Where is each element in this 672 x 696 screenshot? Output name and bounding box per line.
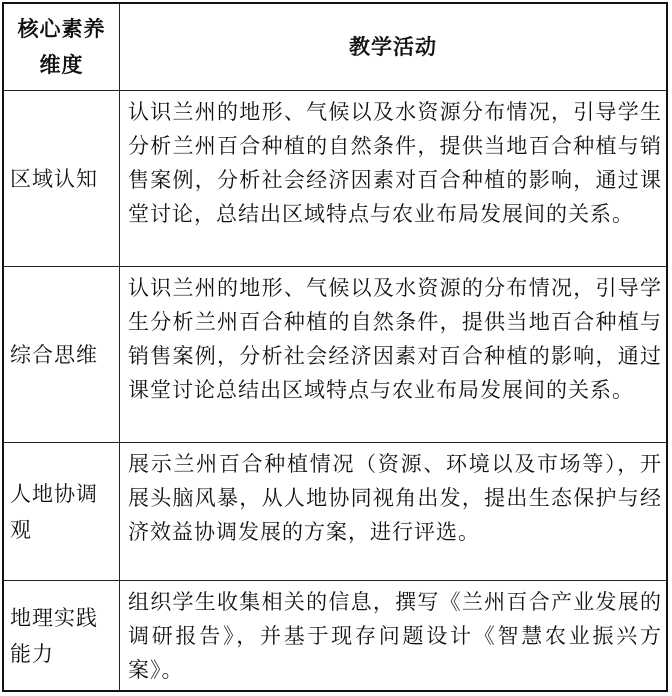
activity-text: 认识兰州的地形、气候以及水资源的分布情况，引导学生分析兰州百合种植的自然条件，提供当地百合种植与销售案例，分析社会经济因素对百合种植的影响，通过课堂讨论总结出区域特点与农业布局发展间的关系。 — [128, 276, 662, 402]
activity-text: 展示兰州百合种植情况（资源、环境以及市场等），开展头脑风暴，从人地协同视角出发，提出生态保护与经济效益协调发展的方案，进行评选。 — [128, 452, 662, 544]
header-activity-label: 教学活动 — [349, 35, 437, 59]
activity-text: 组织学生收集相关的信息，撰写《兰州百合产业发展的调研报告》，并基于现存问题设计《智慧农业振兴方案》。 — [128, 590, 662, 682]
dimension-label: 地理实践能力 — [10, 605, 98, 666]
header-cell-activity — [120, 4, 666, 90]
activity-cell — [120, 91, 666, 266]
dimension-cell — [4, 443, 120, 580]
dimension-label: 区域认知 — [10, 166, 98, 191]
activity-cell — [120, 581, 666, 690]
dimension-cell — [4, 581, 120, 690]
table-row — [4, 580, 666, 690]
table-row — [4, 90, 666, 266]
dimension-cell — [4, 91, 120, 266]
core-literacy-table — [2, 2, 668, 692]
header-cell-dimension — [4, 4, 120, 90]
table-row — [4, 442, 666, 580]
activity-cell — [120, 443, 666, 580]
activity-cell — [120, 267, 666, 442]
dimension-cell — [4, 267, 120, 442]
table-row — [4, 266, 666, 442]
table-header-row — [4, 4, 666, 90]
header-dimension-line2: 维度 — [39, 53, 84, 77]
dimension-label: 人地协调观 — [10, 481, 98, 542]
dimension-label: 综合思维 — [10, 342, 98, 367]
header-dimension-line1: 核心素养 — [17, 17, 106, 41]
activity-text: 认识兰州的地形、气候以及水资源分布情况，引导学生分析兰州百合种植的自然条件，提供当地百合种植与销售案例，分析社会经济因素对百合种植的影响，通过课堂讨论，总结出区域特点与农业布局发展间的关系。 — [128, 100, 662, 226]
